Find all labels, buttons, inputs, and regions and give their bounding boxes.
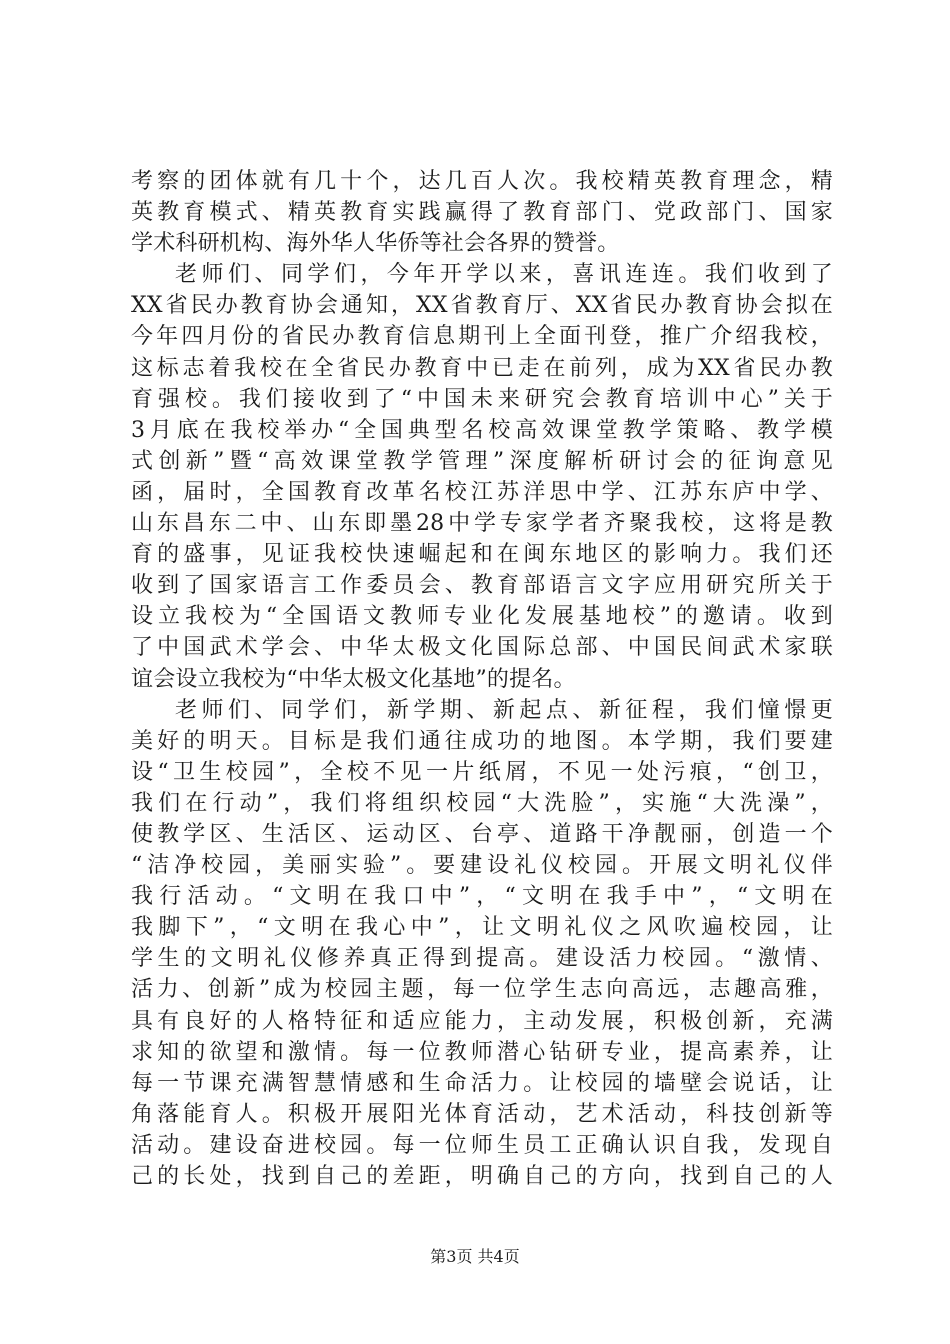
text-line: 我脚下”，“文明在我心中”，让文明礼仪之风吹遍校园，让 [131,915,833,941]
text-line: 育的盛事，见证我校快速崛起和在闽东地区的影响力。我们还 [131,542,833,568]
text-line: “洁净校园，美丽实验”。要建设礼仪校园。开展文明礼仪伴 [131,853,833,879]
text-line: 美好的明天。目标是我们通往成功的地图。本学期，我们要建 [131,728,833,754]
page-number-footer: 第3页 共4页 [430,1247,520,1266]
text-line: 英教育模式、精英教育实践赢得了教育部门、党政部门、国家 [131,200,833,226]
text-line: 式创新”暨“高效课堂教学管理”深度解析研讨会的征询意见 [131,448,833,474]
text-line: 我们在行动”，我们将组织校园“大洗脸”，实施“大洗澡”， [131,790,833,816]
text-line: 函，届时，全国教育改革名校江苏洋思中学、江苏东庐中学、 [131,479,833,505]
text-line: 具有良好的人格特征和适应能力，主动发展，积极创新，充满 [131,1008,833,1034]
text-line: 己的长处，找到自己的差距，明确自己的方向，找到自己的人 [131,1164,833,1189]
text-line: 活力、创新”成为校园主题，每一位学生志向高远，志趣高雅， [131,977,833,1003]
text-line: 了中国武术学会、中华太极文化国际总部、中国民间武术家联 [131,635,833,661]
text-line: 学生的文明礼仪修养真正得到提高。建设活力校园。“激情、 [131,946,833,972]
text-line: 使教学区、生活区、运动区、台亭、道路干净靓丽，创造一个 [131,821,833,847]
text-line: 活动。建设奋进校园。每一位师生员工正确认识自我，发现自 [131,1132,833,1158]
text-line: 设“卫生校园”，全校不见一片纸屑，不见一处污痕，“创卫， [131,759,833,785]
text-line: 收到了国家语言工作委员会、教育部语言文字应用研究所关于 [131,573,833,599]
text-line: 老师们、同学们，今年开学以来，喜讯连连。我们收到了 [175,262,833,288]
text-line: 设立我校为“全国语文教师专业化发展基地校”的邀请。收到 [131,604,833,630]
text-line: 考察的团体就有几十个，达几百人次。我校精英教育理念，精 [131,169,833,194]
text-line: 角落能育人。积极开展阳光体育活动，艺术活动，科技创新等 [131,1101,833,1127]
text-line: XX省民办教育协会通知，XX省教育厅、XX省民办教育协会拟在 [131,293,833,319]
text-line: 育强校。我们接收到了“中国未来研究会教育培训中心”关于 [131,386,833,412]
text-line: 老师们、同学们，新学期、新起点、新征程，我们憧憬更 [175,697,833,723]
text-line: 我行活动。“文明在我口中”，“文明在我手中”，“文明在 [131,884,833,910]
text-line: 3月底在我校举办“全国典型名校高效课堂教学策略、教学模 [131,417,833,443]
body-text [131,166,833,1192]
text-line: 这标志着我校在全省民办教育中已走在前列，成为XX省民办教 [131,355,833,381]
text-line: 谊会设立我校为“中华太极文化基地”的提名。 [131,666,576,692]
text-line: 每一节课充满智慧情感和生命活力。让校园的墙壁会说话，让 [131,1070,833,1096]
text-line: 今年四月份的省民办教育信息期刊上全面刊登，推广介绍我校， [131,324,833,350]
text-line: 山东昌东二中、山东即墨28中学专家学者齐聚我校，这将是教 [131,511,833,537]
text-line: 学术科研机构、海外华人华侨等社会各界的赞誉。 [131,231,620,257]
text-line: 求知的欲望和激情。每一位教师潜心钻研专业，提高素养，让 [131,1039,833,1065]
